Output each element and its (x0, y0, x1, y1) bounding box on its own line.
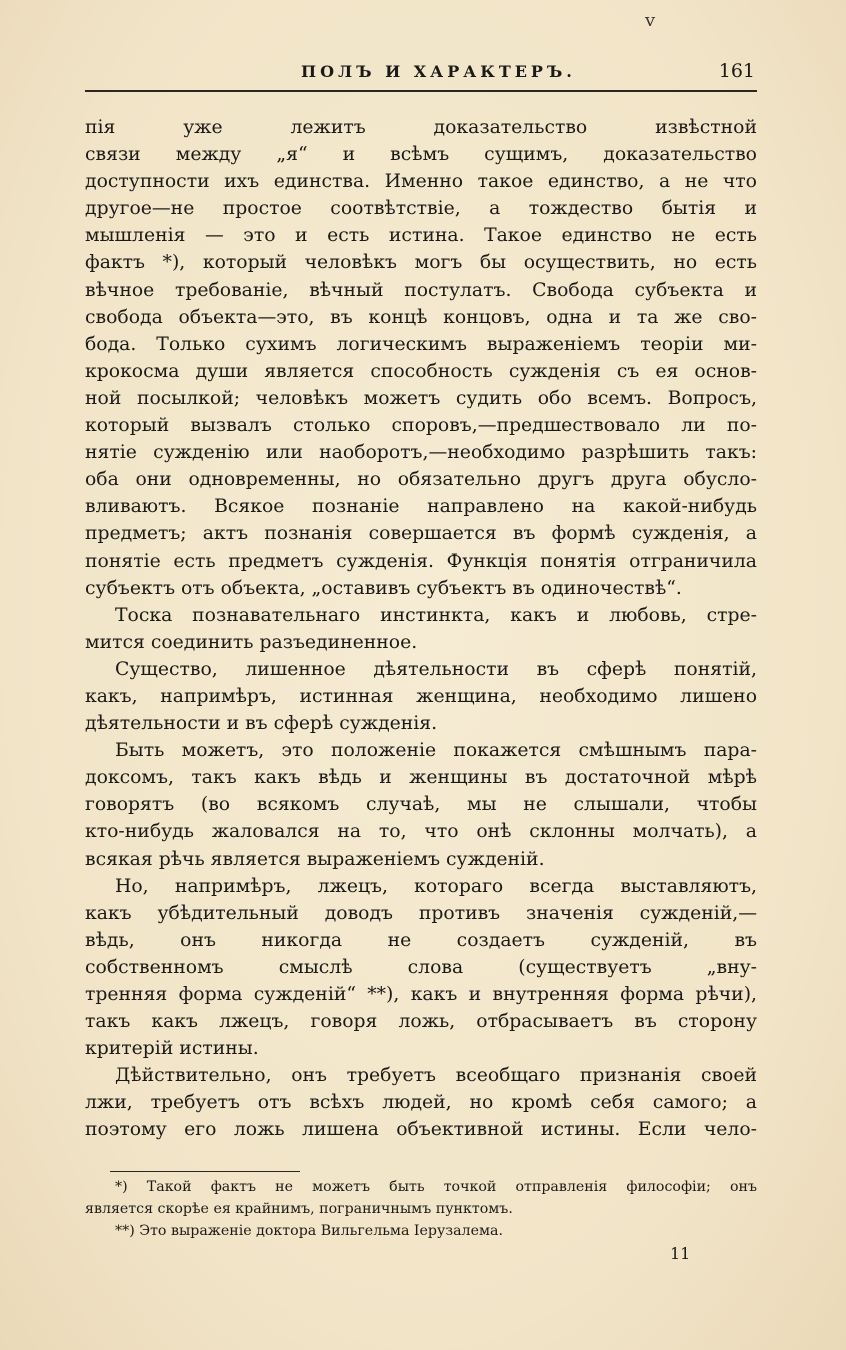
text-line: какъ убѣдительный доводъ противъ значенія сужденій,— (85, 902, 757, 924)
text-line: доступности ихъ единства. Именно такое единство, а не что (85, 171, 757, 193)
text-line: кто-нибудь жаловался на то, что онѣ склонны молчать), а (85, 821, 757, 843)
text-line: тренняя форма сужденій“ **), какъ и внутренняя форма рѣчи), (85, 984, 757, 1005)
text-line: дѣятельности и въ сферѣ сужденія. (85, 713, 438, 735)
footnote-divider (110, 1171, 300, 1172)
text-line: Существо, лишенное дѣятельности въ сферѣ понятій, (115, 658, 757, 680)
text-line: Тоска познавательнаго инстинкта, какъ и любовь, стре- (115, 604, 757, 626)
text-line: оба они одновременны, но обязательно другъ друга обусло- (85, 469, 757, 491)
running-header (85, 62, 757, 92)
text-line: бода. Только сухимъ логическимъ выраженіемъ теоріи ми- (85, 333, 757, 355)
text-line: ной посылкой; человѣкъ можетъ судить обо всемъ. Вопросъ, (85, 387, 757, 409)
text-line: мится соединить разъединенное. (85, 631, 418, 653)
text-line: доксомъ, такъ какъ вѣдь и женщины въ достаточной мѣрѣ (85, 767, 757, 789)
text-line: свобода объекта—это, въ концѣ концовъ, одна и та же сво- (85, 306, 757, 328)
text-line: такъ какъ лжецъ, говоря ложь, отбрасываетъ въ сторону (85, 1011, 757, 1033)
body-text (85, 114, 757, 1144)
text-line: нятіе сужденію или наоборотъ,—необходимо разрѣшить такъ: (85, 442, 757, 464)
text-line: поэтому его ложь лишена объективной истины. Если чело- (85, 1119, 757, 1141)
text-line: какъ, напримѣръ, истинная женщина, необходимо лишено (85, 685, 757, 707)
corner-mark: ⅴ (645, 10, 656, 31)
text-line: субъектъ отъ объекта, „оставивъ субъектъ въ одиночествѣ“. (85, 577, 682, 599)
text-line: Дѣйствительно, онъ требуетъ всеобщаго признанія своей (115, 1065, 757, 1087)
footnote-line: **) Это выраженіе доктора Вильгельма Іерузалема. (115, 1223, 503, 1239)
text-line: собственномъ смыслѣ слова (существуетъ „вну- (85, 956, 757, 978)
text-line: фактъ *), который человѣкъ могъ бы осуществить, но есть (85, 252, 757, 274)
text-line: понятіе есть предметъ сужденія. Функція понятія отграничила (85, 550, 757, 572)
text-line: другое—не простое соотвѣтствіе, а тождество бытія и (85, 198, 757, 220)
text-line: пія уже лежитъ доказательство извѣстной (85, 117, 757, 138)
text-line: критерій истины. (85, 1038, 259, 1060)
page-number: 161 (718, 60, 755, 82)
text-line: Быть можетъ, это положеніе покажется смѣшнымъ пара- (115, 740, 757, 762)
printer-signature: 11 (670, 1244, 691, 1263)
text-line: предметъ; актъ познанія совершается въ формѣ сужденія, а (85, 523, 757, 545)
text-line: мышленія — это и есть истина. Такое единство не есть (85, 225, 757, 247)
text-line: всякая рѣчь является выраженіемъ сужденій. (85, 848, 545, 870)
text-line: который вызвалъ столько споровъ,—предшествовало ли по- (85, 415, 757, 437)
text-line: связи между „я“ и всѣмъ сущимъ, доказательство (85, 144, 757, 166)
text-line: говорятъ (во всякомъ случаѣ, мы не слышали, чтобы (85, 794, 757, 816)
text-line: лжи, требуетъ отъ всѣхъ людей, но кромѣ себя самого; а (85, 1092, 757, 1114)
text-line: Но, напримѣръ, лжецъ, котораго всегда выставляютъ, (115, 875, 757, 897)
header-title: ПОЛЪ И ХАРАКТЕРЪ. (301, 62, 576, 81)
text-line: вѣдь, онъ никогда не создаетъ сужденій, въ (85, 929, 757, 951)
text-line: вѣчное требованіе, вѣчный постулатъ. Свобода субъекта и (85, 279, 757, 301)
footnotes (85, 1176, 757, 1242)
footnote-line: является скорѣе ея крайнимъ, пограничнымъ пунктомъ. (85, 1201, 513, 1217)
text-line: крокосма души является способность сужденія съ ея основ- (85, 360, 757, 382)
footnote-line: *) Такой фактъ не можетъ быть точкой отправленія философіи; онъ (115, 1179, 757, 1195)
text-line: вливаютъ. Всякое познаніе направлено на какой-нибудь (85, 496, 757, 518)
